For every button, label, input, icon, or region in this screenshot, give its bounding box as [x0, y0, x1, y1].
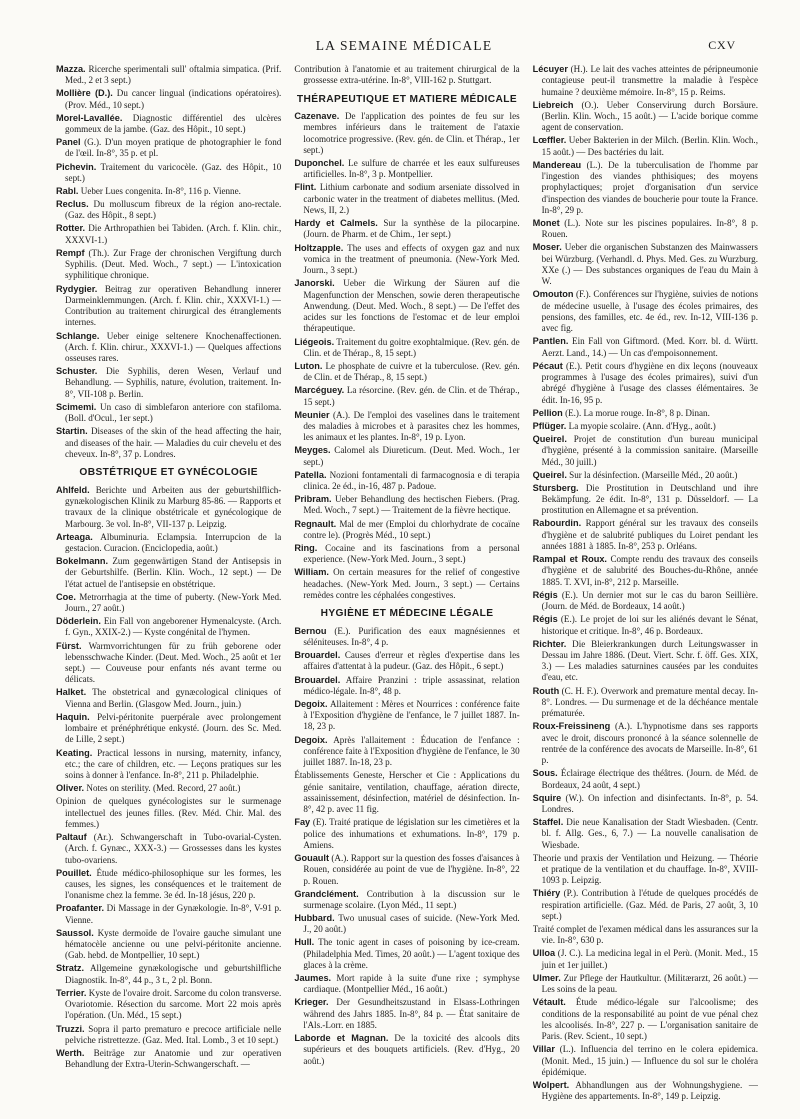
entry-author: Liebreich [532, 99, 574, 110]
entry-text: Ein Fall von Giftmord. (Med. Korr. bl. d. Württ. Aerzt. Land., 14.) — Un cas d'empoisonnement. [541, 336, 758, 358]
entry-text: Pelvi-péritonite puerpérale avec prolongement lombaire et prénéphrétique enkysté. (Journ. des Sc. Med. de Lille, 2 sept.) [65, 711, 282, 745]
bibliography-entry [294, 494, 519, 517]
entry-text: Le phosphate de cuivre et la tuberculose. (Rev. gén. de Clin. et de Thérap., 8, 15 sept.) [303, 360, 520, 383]
entry-author: Pellion [532, 407, 563, 418]
bibliography-entry [533, 1080, 758, 1103]
entry-author: Brouardel. [294, 650, 341, 661]
bibliography-entry [533, 614, 758, 637]
entry-author: Fürst. [56, 640, 82, 651]
bibliography-entry [294, 699, 519, 733]
bibliography-entry [56, 616, 281, 639]
bibliography-entry [294, 997, 519, 1031]
bibliography-entry [294, 735, 519, 769]
entry-list [294, 111, 519, 601]
bibliography-entry [533, 242, 758, 287]
entry-author: Schlange. [56, 330, 100, 341]
entry-author: Sous. [532, 768, 558, 779]
bibliography-entry [56, 88, 281, 111]
entry-text: Notes on sterility. (Med. Record, 27 août.) [86, 783, 241, 794]
entry-text: Diseases of the skin of the head affecting the hair, and diseases of the hair. — Maladies du cuir chevelu et des cheveux. In-8°, 37 p. Londres. [65, 426, 282, 459]
bibliography-entry [56, 963, 281, 986]
entry-text: Éclairage électrique des théâtres. (Journ. de Méd. de Bordeaux, 24 août, 4 sept.) [541, 768, 758, 790]
bibliography-entry [294, 410, 519, 444]
bibliography-entry [533, 853, 758, 887]
bibliography-entry [533, 817, 758, 851]
entry-text: Die neue Kanalisation der Stadt Wiesbaden. (Centr. bl. f. Allg. Ges., 6, 7.) — La nouvelle canalisation de Wiesbade. [541, 817, 758, 850]
entry-text: Ueber die organischen Substanzen des Mainwassers bei Würzburg. (Verhandl. d. Phys. Med. Ges. zu Wurzburg. XXe (.) — Des substances organiques de l'eau du Main à W. [541, 242, 758, 287]
entry-author: Monet [532, 218, 560, 229]
entry-text: Causes d'erreur et règles d'expertise dans les affaires d'attentat à la pudeur. (Gaz. des Hôpit., 6 sept.) [303, 650, 520, 672]
entry-author: Paltauf [56, 832, 87, 843]
bibliography-entry [56, 426, 281, 460]
entry-author: Régis [532, 589, 558, 600]
entry-author: Bokelmann. [56, 556, 109, 567]
entry-author: Mazza. [56, 64, 86, 74]
entry-text: Le sulfure de charrée et les eaux sulfureuses artificielles. In-8°, 3 p. Montpellier. [303, 158, 520, 180]
bibliography-entry [533, 686, 758, 720]
entry-author: Hardy et Calmels. [294, 218, 378, 229]
entry-text: (E.). Purification des eaux magnésiennes et séléniteuses. In-8°, 4 p. [303, 625, 520, 648]
entry-text: Compte rendu des travaux des conseils d'hygiène et de salubrité des Bouches-du-Rhône, année 1885. T. XVI, in-8°, 212 p. Marseille. [541, 554, 758, 587]
bibliography-entry [294, 650, 519, 673]
entry-author: Stratz. [56, 963, 85, 974]
bibliography-entry [56, 556, 281, 590]
entry-text: (L.). De la tuberculisation de l'homme par l'ingestion des viandes phthisiques; des moyens prophylactiques; projet d'organisation d'un service d'inspection des viandes de boucherie pour toute la France. In-8°, 29 p. [541, 159, 758, 215]
section-heading-therapeutique: THÉRAPEUTIQUE ET MATIERE MÉDICALE [296, 93, 518, 105]
entry-text: (Th.). Zur Frage der chronischen Vergiftung durch Syphilis. (Deut. Med. Woch., 7 sept.) — L'intoxication syphilitique chronique. [65, 247, 282, 281]
entry-author: Krieger. [294, 997, 329, 1008]
entry-author: Luton. [294, 360, 323, 371]
entry-text: Der Gesundheitszustand in Elsass-Lothringen während des Jahrs 1885. In-8°, 84 p. — État sanitaire de l'Als.-Lorr. en 1885. [303, 997, 520, 1031]
entry-author: Queirel. [532, 469, 567, 480]
bibliography-entry [533, 100, 758, 134]
entry-text: Metrorrhagia at the time of puberty. (New-York Med. Journ., 27 août.) [65, 591, 282, 614]
bibliography-entry [56, 113, 281, 136]
column-2 [294, 64, 519, 1114]
bibliography-entry [56, 64, 281, 87]
entry-author: Morel-Lavallée. [56, 112, 123, 123]
bibliography-entry [533, 973, 758, 996]
bibliography-entry [56, 532, 281, 555]
entry-text: Projet de constitution d'un bureau municipal d'hygiène, présenté à la commission sanitaire. (Marseille Méd., 30 juill.) [541, 433, 758, 467]
entry-author: Oliver. [56, 783, 85, 794]
entry-text: Sur la désinfection. (Marseille Méd., 20 août.) [569, 469, 738, 480]
entry-author: Laborde et Magnan. [294, 1033, 389, 1044]
bibliography-entry [294, 243, 519, 277]
entry-author: Haquin. [56, 711, 90, 722]
entry-author: Arteaga. [56, 531, 93, 542]
entry-text: (W.). On infection and disinfectants. In-8°, p. 54. Londres. [541, 792, 758, 814]
bibliography-entry [56, 783, 281, 794]
entry-author: Thiéry [532, 888, 561, 899]
entry-text: Sopra il parto prematuro e precoce artificiale nelle pelviche ristrettezze. (Gaz. Med. Ital. Lomb., 3 et 10 sept.) [65, 1023, 282, 1045]
entry-author: Queirel. [532, 433, 567, 444]
bibliography-entry [294, 853, 519, 887]
entry-author: Döderlein. [56, 616, 101, 627]
bibliography-entry [294, 937, 519, 971]
entry-author: Pantlen. [532, 336, 569, 347]
entry-text: Die Bleierkrankungen durch Leitungswasser in Dessau im Jahre 1886. (Deut. Viert. Schr. f. öff. Ges. XIX, 3.) — Les maladies saturnines causées par les conduites d'eau, etc. [541, 638, 758, 683]
entry-text: (Ar.). Schwangerschaft in Tubo-ovarial-Cysten. (Arch. f. Gynæc., XXX-3.) — Grossesses dans les kystes tubo-ovariens. [65, 832, 282, 865]
entry-text: (E.). Le projet de loi sur les aliénés devant le Sénat, historique et critique. In-8°, 46 p. Bordeaux. [541, 614, 758, 636]
bibliography-entry [533, 554, 758, 588]
bibliography-entry [56, 248, 281, 282]
bibliography-entry [56, 331, 281, 365]
bibliography-entry [533, 639, 758, 684]
bibliography-entry [294, 361, 519, 384]
bibliography-entry [533, 289, 758, 334]
entry-author: Villar [532, 1044, 555, 1055]
entry-author: Halket. [56, 687, 87, 698]
entry-author: Rydygier. [56, 283, 98, 294]
bibliography-entry [56, 223, 281, 246]
entry-text: Two unusual cases of suicide. (New-York Med. J., 20 août.) [303, 913, 520, 935]
bibliography-entry [294, 470, 519, 493]
entry-author: Proafanter. [56, 903, 104, 914]
bibliography-entry [533, 408, 758, 419]
entry-text: La résorcine. (Rev. gén. de Clin. et de Thérap., 15 sept.) [303, 385, 520, 407]
bibliography-entry [533, 997, 758, 1042]
entry-author: Ahlfeld. [56, 484, 90, 495]
entry-text: The uses and effects of oxygen gaz and nux vomica in the treatment of pneumonia. (New-York Med. Journ., 3 sept.) [303, 242, 520, 276]
entry-text: On certain measures for the relief of congestive headaches. (New-York Med. Journ., 3 sept.) — Certains remèdes contre les céphalées congestives. [303, 567, 520, 600]
bibliography-entry [294, 111, 519, 156]
bibliography-entry [56, 868, 281, 902]
entry-text: De l'application des pointes de feu sur les membres inférieurs dans le traitement de l'ataxie locomotrice progressive. (Rev. gén. de Clin. et Thérap., 1er sept.) [303, 111, 520, 155]
entry-text: (A.). Rapport sur la question des fosses d'aisances à Rouen, considérée au point de vue de l'hygiène. In-8°, 22 p. Rouen. [303, 852, 520, 886]
entry-author: Holtzapple. [294, 242, 344, 253]
bibliography-entry [294, 1033, 519, 1067]
entry-text: Du molluscum fibreux de la région ano-rectale. (Gaz. des Hôpit., 8 sept.) [65, 199, 282, 221]
journal-title: LA SEMAINE MÉDICALE [315, 38, 493, 53]
entry-author: Coe. [56, 591, 76, 602]
entry-text: La myopie scolaire. (Ann. d'Hyg., août.) [568, 420, 716, 431]
entry-text: Du cancer lingual (indications opératoires). (Prov. Méd., 10 sept.) [65, 88, 282, 110]
entry-author: Patella. [294, 469, 327, 480]
entry-text: Traité complet de l'examen médical dans les assurances sur la vie. In-8°, 630 p. [532, 924, 758, 946]
entry-text: Ueber einige seltenere Knochenaffectionen. (Arch. f. Klin. chirur., XXXVI-1.) — Quelques affections osseuses rares. [65, 330, 282, 364]
entry-text: Mal de mer (Emploi du chlorhydrate de cocaïne contre le). (Progrès Méd., 10 sept.) [303, 518, 520, 540]
bibliography-entry [294, 889, 519, 912]
bibliography-entry [294, 626, 519, 649]
entry-author: Bernou [294, 625, 327, 636]
entry-author: Pouillet. [56, 867, 92, 878]
entry-text: The tonic agent in cases of poisoning by ice-cream. (Philadelphia Med. Times, 20 août.) — L'agent toxique des glaces à la crème. [303, 937, 520, 970]
entry-text: Beiträge zur Anatomie und zur operativen Behandlung der Extra-Uterin-Schwangerschaft. — [65, 1047, 282, 1070]
bibliography-entry [56, 928, 281, 962]
entry-text: (F.). Conférences sur l'hygiène, suivies de notions de médecine usuelle, à l'usage des écoles primaires, des pensions, des familles, etc. 4e éd., rev. In-12, VIII-136 p. avec fig. [541, 289, 758, 334]
entry-text: Affaire Pranzini : triple assassinat, relation médico-légale. In-8°, 48 p. [303, 674, 520, 696]
bibliography-entry [533, 336, 758, 359]
bibliography-columns [56, 64, 758, 1114]
entry-text: Opinion de quelques gynécologistes sur le surmenage intellectuel des jeunes filles. (Rev. Méd. Chir. Mal. des femmes.) [56, 796, 282, 829]
bibliography-entry [533, 361, 758, 406]
entry-author: Cazenave. [294, 111, 340, 122]
entry-text: Berichte und Arbeiten aus der geburtshilflich-gynækologischen Klinik zu Marburg 85-86. — Rapports et travaux de la clinique obstétricale et gynécologique de Marbourg. 3e vol. In-8°, VII-137 p. Leipzig. [65, 484, 282, 529]
entry-text: The obstetrical and gynæcological cliniques of Vienna and Berlin. (Glasgow Med. Journ., juin.) [65, 687, 282, 709]
entry-author: Stursberg. [532, 482, 579, 493]
entry-author: Schuster. [56, 366, 98, 377]
bibliography-entry [56, 1048, 281, 1071]
bibliography-entry [533, 590, 758, 613]
bibliography-entry [56, 796, 281, 830]
entry-author: Rabl. [56, 185, 79, 196]
bibliography-entry [294, 770, 519, 815]
entry-author: Régis [532, 614, 558, 625]
bibliography-entry [56, 712, 281, 746]
bibliography-entry [533, 924, 758, 947]
entry-author: Lœffler. [532, 135, 567, 146]
entry-author: Degoix. [294, 698, 328, 709]
entry-text: Die Prostitution in Deutschland und ihre Bekämpfung. 2e édit. In-8°, 131 p. Düsseldorf. — La prostitution en Allemagne et sa prévention. [541, 482, 758, 516]
entry-author: Ulmer. [532, 972, 561, 983]
entry-author: Scimemi. [56, 401, 97, 412]
entry-text: Die Syphilis, deren Wesen, Verlauf und Behandlung. — Syphilis, nature, évolution, traitement. In-8°, VII-108 p. Berlin. [65, 366, 282, 399]
bibliography-entry [294, 182, 519, 216]
entry-text: Sur la synthèse de la pilocarpine. (Journ. de Pharm. et de Chim., 1er sept.) [303, 218, 520, 240]
entry-author: Pribram. [294, 494, 332, 505]
entry-text: Cocaine and its fascinations from a personal experience. (New-York Med. Journ., 3 sept.) [303, 542, 520, 565]
bibliography-entry [533, 483, 758, 517]
entry-text: (J. C.). La medicina legal in el Perù. (Monit. Med., 15 juin et 1er juillet.) [541, 948, 758, 970]
entry-author: Terrier. [56, 987, 87, 998]
entry-text: Ein Fall von angeborener Hymenalcyste. (Arch. f. Gyn., XXIX-2.) — Kyste congénital de l'hymen. [65, 616, 282, 638]
bibliography-entry [533, 218, 758, 241]
bibliography-entry [294, 973, 519, 996]
entry-author: Startin. [56, 426, 88, 437]
entry-author: Duponchel. [294, 158, 345, 169]
bibliography-entry [56, 687, 281, 710]
bibliography-entry [56, 186, 281, 197]
entry-author: Routh [532, 685, 560, 696]
bibliography-entry [56, 284, 281, 329]
entry-list [294, 626, 519, 1067]
entry-author: Fay [294, 817, 311, 828]
page-number: CXV [708, 38, 736, 52]
entry-text: Albuminuria. Eclampsia. Interrupcion de la gestacion. Curacion. (Enciclopedia, août.) [65, 531, 282, 553]
bibliography-entry [56, 1024, 281, 1047]
entry-text: (A.). De l'emploi des vaselines dans le traitement des maladies à microbes et à parasites chez les hommes, les animaux et les plantes. In-8°, 19 p. Lyon. [303, 409, 520, 443]
bibliography-entry [294, 445, 519, 468]
entry-author: Janorski. [294, 278, 335, 289]
bibliography-entry [294, 64, 519, 87]
bibliography-entry [56, 162, 281, 185]
bibliography-entry [533, 888, 758, 922]
entry-text: Kyste de l'ovaire droit. Sarcome du colon transverse. Ovariotomie. Résection du sarcome. Mort 22 mois après l'opération. (Un. Méd., 15 sept.) [65, 987, 282, 1021]
entry-text: (C. H. F.). Overwork and premature mental decay. In-8°. Londres. — Du surmenage et de la déchéance mentale prématurée. [541, 685, 758, 719]
entry-author: Lécuyer [532, 64, 568, 74]
bibliography-entry [56, 366, 281, 400]
entry-text: Établissements Geneste, Herscher et Cie : Applications du génie sanitaire, ventilation, chauffage, aération directe, assainissement, désinfection, matériel de désinfection. In-8°, 42 p. avec 11 fig. [294, 770, 520, 815]
entry-author: Hull. [294, 937, 315, 948]
section-heading-obstetrique: OBSTÉTRIQUE ET GYNÉCOLOGIE [79, 467, 258, 479]
bibliography-entry [533, 721, 758, 766]
entry-text: (G.). D'un moyen pratique de photographier le fond de l'œil. In-8°, 35 p. et pl. [65, 137, 282, 159]
entry-text: (L.). Influencia del terrino en le colera epidemica. (Monit. Med., 15 juin.) — Influence du sol sur le choléra épidémique. [541, 1044, 758, 1077]
bibliography-entry [533, 421, 758, 432]
bibliography-entry [294, 543, 519, 566]
entry-author: Rabourdin. [532, 518, 582, 529]
entry-text: (E.). La morue rouge. In-8°, 8 p. Dinan. [565, 407, 710, 418]
bibliography-entry [294, 675, 519, 698]
entry-author: Grandclément. [294, 888, 359, 899]
bibliography-entry [56, 988, 281, 1022]
bibliography-entry [56, 832, 281, 866]
entry-author: Panel [56, 137, 81, 148]
entry-text: Contribution à la discussion sur le surmenage scolaire. (Lyon Méd., 11 sept.) [303, 888, 520, 910]
entry-author: Vétault. [532, 997, 566, 1008]
entry-author: Mollière (D.). [56, 88, 113, 99]
entry-text: Lithium carbonate and sodium arseniate dissolved in carbonic water in the treatment of diabetes mellitus. (Med. News, II, 2.) [303, 182, 520, 216]
entry-text: (L.). Note sur les piscines populaires. In-8°, 8 p. Rouen. [541, 218, 758, 240]
bibliography-entry [533, 135, 758, 158]
entry-author: Rempf [56, 247, 85, 258]
entry-author: Saussol. [56, 927, 94, 938]
entry-author: Roux-Freissineng [532, 721, 611, 732]
entry-author: Meyges. [294, 445, 331, 456]
entry-author: Pécaut [532, 360, 563, 371]
bibliography-entry [56, 137, 281, 160]
entry-text: (P.). Contribution à l'étude de quelques procédés de respiration artificielle. (Gaz. Méd. de Paris, 27 août, 3, 10 sept.) [541, 888, 758, 921]
entry-author: Werth. [56, 1047, 85, 1058]
bibliography-entry [56, 485, 281, 530]
entry-author: Rotter. [56, 223, 86, 234]
bibliography-entry [294, 278, 519, 334]
entry-text: (A.). L'hypnotisme dans ses rapports avec le droit, discours prononcé à la séance solennelle de rentrée de la conférence des avocats de Marseille. In-8°, 61 p. [541, 721, 758, 766]
entry-text: Étude médico-philosophique sur les formes, les causes, les signes, les conséquences et le traitement de l'onanisme chez la femme. 3e éd. In-18 jésus, 220 p. [65, 867, 282, 901]
entry-text: Practical lessons in nursing, maternity, infancy, etc.; the care of children, etc. — Leçons pratiques sur les soins à donner à l'enfance. In-8°, 211 p. Philadelphie. [65, 747, 282, 781]
bibliography-entry [294, 218, 519, 241]
section-heading-hygiene: HYGIÈNE ET MÉDECINE LÉGALE [320, 608, 494, 620]
bibliography-entry [56, 903, 281, 926]
entry-author: Flint. [294, 182, 317, 193]
entry-author: Keating. [56, 747, 93, 758]
entry-author: Ring. [294, 542, 318, 553]
entry-text: (E.). Un dernier mot sur le cas du baron Seillière. (Journ. de Méd. de Bordeaux, 14 août.) [541, 589, 758, 612]
bibliography-entry [56, 641, 281, 686]
entry-text: Étude médico-légale sur l'alcoolisme; des conditions de la responsabilité au point de vue pénal chez les alcoolisés. In-8°, 227 p. — L'organisation sanitaire de Paris. (Rev. Scient., 10 sept.) [541, 997, 758, 1042]
entry-text: Mort rapide à la suite d'une rixe ; symphyse cardiaque. (Montpellier Méd., 16 août.) [303, 973, 520, 995]
entry-text: Traitement du varicocèle. (Gaz. des Hôpit., 10 sept.) [65, 161, 282, 183]
entry-author: William. [294, 567, 329, 578]
entry-text: Warmvorrichtungen für zu früh geborene oder lebensschwache Kinder. (Deut. Med. Woch., 25 août et 1er sept.) — Couveuse pour enfants nés avant terme ou délicats. [65, 640, 282, 685]
entry-author: Rampal et Roux. [532, 554, 607, 565]
entry-text: Die Arthropathien bei Tabiden. (Arch. f. Klin. chir., XXXVI-1.) [65, 223, 282, 245]
bibliography-entry [56, 402, 281, 425]
bibliography-entry [533, 1044, 758, 1078]
entry-text: Ueber Bakterien in der Milch. (Berlin. Klin. Woch., 15 août.) — Des bactéries du lait. [541, 135, 758, 157]
entry-text: Beitrag zur operativen Behandlung innerer Darmeinklemmungen. (Arch. f. Klin. chir., XXXVI-1.) — Contribution au traitement chirurgical des étranglements internes. [65, 283, 282, 328]
bibliography-entry [294, 519, 519, 542]
entry-author: Brouardel. [294, 674, 341, 685]
entry-text: (O.). Ueber Conservirung durch Borsäure. (Berlin. Klin. Woch., 15 août.) — L'acide borique comme agent de conservation. [541, 99, 758, 133]
entry-text: Di Massage in der Gynækologie. In-8°, V-91 p. Vienne. [65, 903, 282, 925]
entry-text: Ueber die Wirkung der Säuren auf die Magenfunction der Menschen, sowie deren therapeutische Anwendung. (Deut. Med. Woch., 8 sept.) — De l'effet des acides sur les fonctions de l'estomac et de leur emploi thérapeutique. [303, 278, 520, 334]
entry-author: Regnault. [294, 518, 337, 529]
entry-author: Degoix. [294, 734, 328, 745]
bibliography-entry [533, 434, 758, 468]
entry-author: Ulloa [532, 948, 556, 959]
bibliography-entry [294, 158, 519, 181]
page-header [72, 38, 736, 56]
entry-text: Nozioni fontamentali di farmacognosia e di terapia clinica. 2e éd., in-16, 487 p. Padoue. [303, 469, 520, 492]
entry-text: Abhandlungen aus der Wohnungshygiene. — Hygiène des appartements. In-8°, 149 p. Leipzig. [541, 1079, 758, 1102]
bibliography-entry [56, 592, 281, 615]
entry-text: Un caso di simblefaron anteriore con stafiloma. (Boll. d'Ocul., 1er sept.) [65, 401, 282, 424]
entry-author: Pichevin. [56, 161, 97, 172]
bibliography-entry [56, 748, 281, 782]
entry-text: (E). Traité pratique de législation sur les cimetières et la police des inhumations et exhumations. In-8°, 179 p. Amiens. [303, 817, 520, 850]
bibliography-entry [294, 567, 519, 601]
entry-author: Meunier [294, 409, 330, 420]
entry-list [294, 64, 519, 87]
entry-author: Truzzi. [56, 1023, 85, 1034]
entry-text: Rapport général sur les travaux des conseils d'hygiène et de salubrité publiques du Loiret pendant les années 1881 à 1885. In-8°, 253 p. Orléans. [541, 518, 758, 552]
entry-text: Traitement du goitre exophtalmique. (Rev. gén. de Clin. et de Thérap., 8, 15 sept.) [303, 336, 520, 358]
entry-text: Ueber Behandlung des hectischen Fiebers. (Prag. Med. Woch., 7 sept.) — Traitement de la fièvre hectique. [303, 494, 520, 516]
entry-list [533, 64, 758, 1103]
entry-author: Moser. [532, 242, 562, 253]
entry-author: Hubbard. [294, 913, 335, 924]
bibliography-entry [533, 470, 758, 481]
bibliography-entry [294, 817, 519, 851]
entry-text: Theorie und praxis der Ventilation und Heizung. — Théorie et pratique de la ventilation et du chauffage. In-8°, XVIII-1093 p. Leipzig. [532, 852, 758, 886]
entry-text: (E.). Petit cours d'hygiène en dix leçons (nouveaux programmes à l'usage des écoles primaires), suivi d'un abrégé d'hygiène à l'usage des classes élémentaires. 3e édit. In-16, 95 p. [541, 360, 758, 405]
entry-author: Gouault [294, 852, 330, 863]
column-1 [56, 64, 281, 1114]
bibliography-entry [533, 64, 758, 98]
entry-author: Omouton [532, 289, 574, 300]
entry-text: Allaitement : Mères et Nourrices : conférence faite à l'Exposition d'hygiène de l'enfance, le 7 juillet 1887. In-18, 23 p. [303, 698, 520, 732]
entry-text: (H.). Le lait des vaches atteintes de péripneumonie contagieuse peut-il transmettre la maladie à l'espèce humaine ? deuxième mémoire. In-8°, 15 p. Reims. [541, 64, 758, 97]
entry-text: Diagnostic différentiel des ulcères gommeux de la jambe. (Gaz. des Hôpit., 10 sept.) [65, 112, 282, 135]
bibliography-entry [294, 385, 519, 408]
entry-author: Richter. [532, 638, 567, 649]
entry-author: Liégeois. [294, 336, 335, 347]
entry-author: Reclus. [56, 199, 89, 210]
entry-text: Après l'allaitement : Éducation de l'enfance : conférence faite à l'Exposition d'hygiène de l'enfance, le 30 juillet 1887. In-18, 23 p. [303, 734, 520, 768]
entry-text: Allgemeine gynækologische und geburtshilfliche Diagnostik. In-8°, 44 p., 3 t., 2 pl. Bonn. [65, 963, 282, 985]
entry-list [56, 485, 281, 1071]
entry-text: De la toxicité des alcools dits supérieurs et des bouquets artificiels. (Rev. d'Hyg., 20 août.) [303, 1033, 520, 1066]
entry-text: Zur Pflege der Hautkultur. (Militærarzt, 26 août.) — Les soins de la peau. [541, 972, 758, 995]
entry-list [56, 64, 281, 460]
column-3 [533, 64, 758, 1114]
entry-author: Squire [532, 792, 562, 803]
bibliography-entry [533, 948, 758, 971]
bibliography-entry [533, 793, 758, 816]
entry-author: Pflüger. [532, 420, 567, 431]
bibliography-entry [533, 518, 758, 552]
entry-author: Mandereau [532, 159, 582, 170]
entry-text: Ueber Lues congenita. In-8°, 116 p. Vienne. [80, 185, 241, 196]
bibliography-entry [294, 337, 519, 360]
entry-author: Marcéguey. [294, 385, 345, 396]
entry-author: Jaumes. [294, 973, 332, 984]
entry-author: Wolpert. [532, 1079, 570, 1090]
bibliography-entry [533, 160, 758, 216]
entry-text: Kyste dermoïde de l'ovaire gauche simulant une hématocèle ancienne ou une pelvi-péritonite ancienne. (Gab. hebd. de Montpellier, 10 sept.) [65, 927, 282, 961]
bibliography-entry [294, 913, 519, 936]
bibliography-entry [56, 199, 281, 222]
entry-text: Ricerche sperimentali sull' oftalmia simpatica. (Prif. Med., 2 et 3 sept.) [65, 64, 282, 86]
entry-text: Calomel als Diureticum. (Deut. Med. Woch., 1er sept.) [303, 445, 520, 467]
bibliography-entry [533, 768, 758, 791]
entry-author: Staffel. [532, 817, 564, 828]
entry-text: Zum gegenwärtigen Stand der Antisepsis in der Geburtshilfe. (Berlin. Klin. Woch., 12 sept.) — De l'état actuel de l'antisepsie en obstétrique. [65, 556, 282, 589]
entry-text: Contribution à l'anatomie et au traitement chirurgical de la grossesse extra-utérine. In-8°, VIII-162 p. Stuttgart. [294, 64, 520, 86]
